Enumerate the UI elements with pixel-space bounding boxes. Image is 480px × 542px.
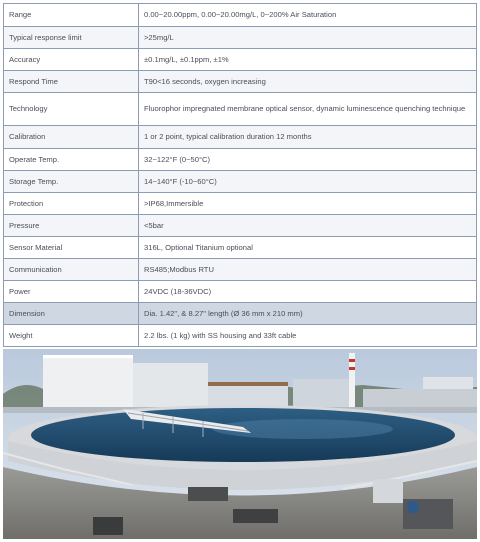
spec-label: Range — [4, 4, 139, 27]
spec-row-sensor-material — [4, 237, 477, 259]
spec-row-pressure — [4, 215, 477, 237]
spec-value: Fluorophor impregnated membrane optical sensor, dynamic luminescence quenching technique — [139, 93, 477, 126]
spec-value: 0.00~20.00ppm, 0.00~20.00mg/L, 0~200% Air Saturation — [139, 4, 477, 27]
spec-value: 316L, Optional Titanium optional — [139, 237, 477, 259]
spec-value: 1 or 2 point, typical calibration duration 12 months — [139, 126, 477, 149]
spec-label: Sensor Material — [4, 237, 139, 259]
spec-row-protection — [4, 193, 477, 215]
spec-row-response-limit — [4, 27, 477, 49]
spec-value: 24VDC (18-36VDC) — [139, 281, 477, 303]
spec-label: Calibration — [4, 126, 139, 149]
spec-row-respond-time — [4, 71, 477, 93]
spec-value: RS485;Modbus RTU — [139, 259, 477, 281]
spec-value: ±0.1mg/L, ±0.1ppm, ±1% — [139, 49, 477, 71]
spec-label: Power — [4, 281, 139, 303]
specification-table-body — [4, 4, 477, 347]
spec-label: Pressure — [4, 215, 139, 237]
spec-value: >IP68,Immersible — [139, 193, 477, 215]
spec-row-dimension — [4, 303, 477, 325]
spec-row-range — [4, 4, 477, 27]
spec-value: 2.2 lbs. (1 kg) with SS housing and 33ft cable — [139, 325, 477, 347]
spec-value: 32~122°F (0~50°C) — [139, 149, 477, 171]
spec-label: Operate Temp. — [4, 149, 139, 171]
spec-row-operate-temp — [4, 149, 477, 171]
spec-label: Storage Temp. — [4, 171, 139, 193]
spec-value: <5bar — [139, 215, 477, 237]
spec-label: Dimension — [4, 303, 139, 325]
spec-value: 14~140°F (-10~60°C) — [139, 171, 477, 193]
spec-row-accuracy — [4, 49, 477, 71]
spec-value: >25mg/L — [139, 27, 477, 49]
spec-row-calibration — [4, 126, 477, 149]
spec-label: Typical response limit — [4, 27, 139, 49]
spec-value: Dia. 1.42", & 8.27" length (Ø 36 mm x 210 mm) — [139, 303, 477, 325]
spec-label: Weight — [4, 325, 139, 347]
spec-label: Communication — [4, 259, 139, 281]
spec-row-weight — [4, 325, 477, 347]
spec-row-power — [4, 281, 477, 303]
spec-row-communication — [4, 259, 477, 281]
spec-value: T90<16 seconds, oxygen increasing — [139, 71, 477, 93]
spec-row-technology — [4, 93, 477, 126]
spec-label: Technology — [4, 93, 139, 126]
wastewater-treatment-tank-image — [3, 349, 477, 539]
spec-label: Accuracy — [4, 49, 139, 71]
spec-label: Protection — [4, 193, 139, 215]
spec-label: Respond Time — [4, 71, 139, 93]
spec-row-storage-temp — [4, 171, 477, 193]
specification-table — [3, 3, 477, 347]
